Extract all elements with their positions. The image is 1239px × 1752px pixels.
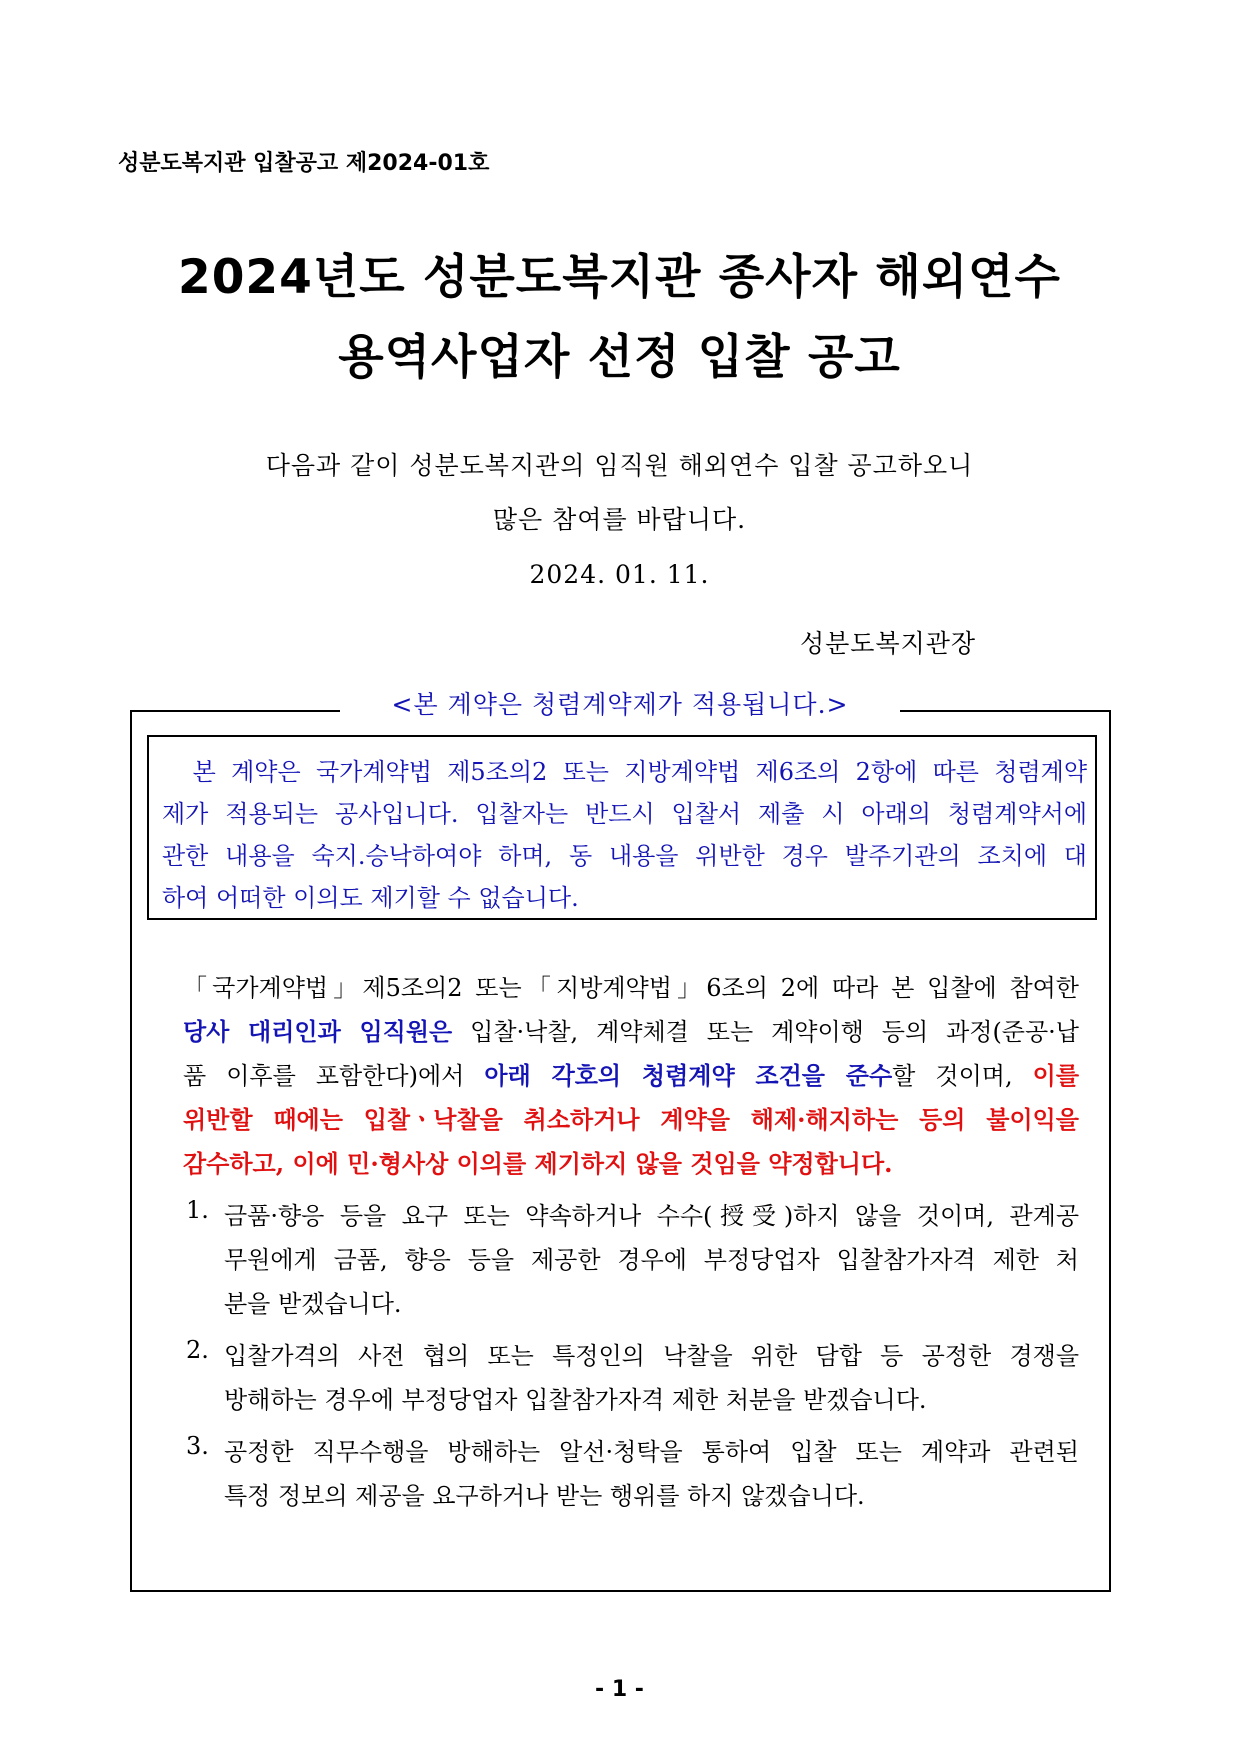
notice-number: 성분도복지관 입찰공고 제2024-01호 xyxy=(118,151,490,176)
document-title-line2: 용역사업자 선정 입찰 공고 xyxy=(338,330,901,385)
pledge-text: 입찰·낙찰, 계약체결 또는 계약이행 등의 과정(준공·납 xyxy=(452,1018,1079,1046)
pledge-line xyxy=(183,1012,1079,1047)
announcement-date: 2024. 01. 11. xyxy=(529,560,710,589)
integrity-contract-legend: <본 계약은 청렴계약제가 적용됩니다.> xyxy=(340,685,900,721)
item-number: 2. xyxy=(186,1336,209,1364)
item-line: 공정한 직무수행을 방해하는 알선·청탁을 통하여 입찰 또는 계약과 관련된 xyxy=(224,1438,1079,1466)
intro-line1: 다음과 같이 성분도복지관의 임직원 해외연수 입찰 공고하오니 xyxy=(265,451,974,480)
pledge-line xyxy=(183,1100,1079,1135)
document-title-line1: 2024년도 성분도복지관 종사자 해외연수 xyxy=(178,250,1061,305)
pledge-text: 품 이후를 포함한다)에서 xyxy=(183,1062,485,1090)
item-line: 금품·향응 등을 요구 또는 약속하거나 수수(授受)하지 않을 것이며, 관계공 xyxy=(224,1202,1079,1230)
pledge-highlight-red: 감수하고, 이에 민·형사상 이의를 제기하지 않을 것임을 약정합니다. xyxy=(183,1149,893,1178)
pledge-highlight-blue: 아래 각호의 청렴계약 조건을 준수 xyxy=(484,1061,893,1090)
item-line: 무원에게 금품, 향응 등을 제공한 경우에 부정당업자 입찰참가자격 제한 처 xyxy=(224,1246,1079,1274)
pledge-highlight-red: 이를 xyxy=(1032,1061,1080,1090)
item-number: 1. xyxy=(186,1196,209,1224)
integrity-notice-line: 본 계약은 국가계약법 제5조의2 또는 지방계약법 제6조의 2항에 따른 청렴계약 xyxy=(162,758,1087,786)
item-line: 분을 받겠습니다. xyxy=(224,1290,402,1318)
item-line: 특정 정보의 제공을 요구하거나 받는 행위를 하지 않겠습니다. xyxy=(224,1482,865,1510)
intro-line2: 많은 참여를 바랍니다. xyxy=(492,505,747,534)
integrity-notice-line: 제가 적용되는 공사입니다. 입찰자는 반드시 입찰서 제출 시 아래의 청렴계약서에 xyxy=(162,800,1087,828)
pledge-highlight-blue: 당사 대리인과 임직원은 xyxy=(183,1017,453,1046)
pledge-line xyxy=(183,1056,1079,1091)
item-line: 방해하는 경우에 부정당업자 입찰참가자격 제한 처분을 받겠습니다. xyxy=(224,1386,927,1414)
item-line: 입찰가격의 사전 협의 또는 특정인의 낙찰을 위한 담합 등 공정한 경쟁을 xyxy=(224,1342,1079,1370)
signatory: 성분도복지관장 xyxy=(800,629,977,658)
pledge-line: 「국가계약법」제5조의2 또는「지방계약법」6조의 2에 따라 본 입찰에 참여한 xyxy=(183,974,1079,1002)
pledge-text: 할 것이며, xyxy=(892,1062,1033,1090)
pledge-highlight-red: 위반할 때에는 입찰ㆍ낙찰을 취소하거나 계약을 해제·해지하는 등의 불이익을 xyxy=(183,1105,1079,1134)
integrity-notice-line: 관한 내용을 숙지.승낙하여야 하며, 동 내용을 위반한 경우 발주기관의 조치에 대 xyxy=(162,842,1087,870)
integrity-notice-line: 하여 어떠한 이의도 제기할 수 없습니다. xyxy=(162,884,579,912)
page-number: - 1 - xyxy=(595,1677,644,1702)
pledge-line xyxy=(183,1144,1079,1179)
item-number: 3. xyxy=(186,1432,209,1460)
